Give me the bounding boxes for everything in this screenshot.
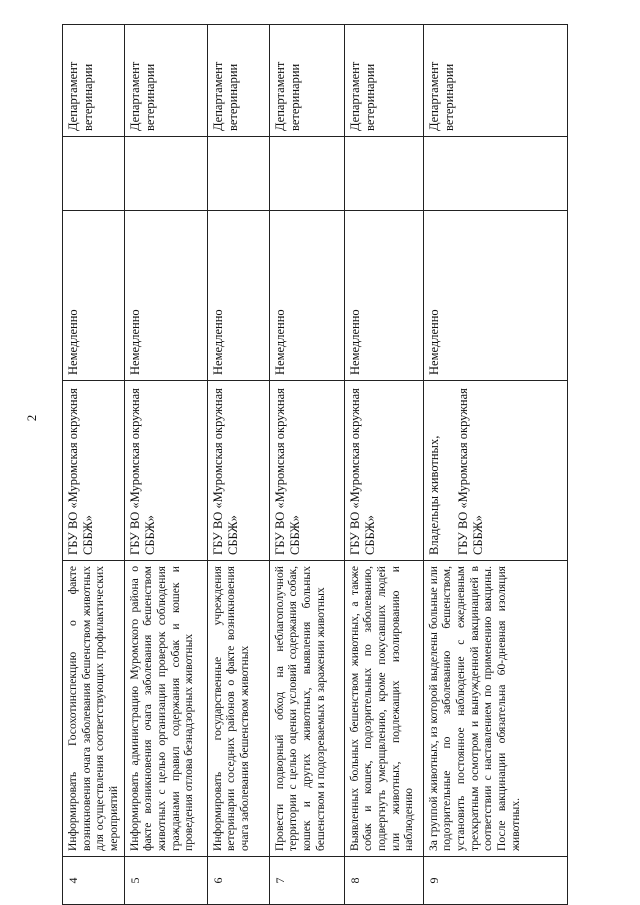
table-row [124,25,207,905]
row-number: 5 [124,857,207,905]
executor-cell: ГБУ ВО «Муромская окружная СББЖ» [269,381,344,561]
page-number: 2 [24,414,39,422]
responsible-cell: Департамент ветеринарии [124,25,207,137]
action-cell: Информировать администрацию Муромского района о факте возникновения очага заболевания бешенством животных с целью организации проверок соблюдения гражданами правил содержания собак и кошек и проведения отлова безнадзорных животных [124,561,207,857]
responsible-cell: Департамент ветеринарии [344,25,423,137]
table-row [269,25,344,905]
blank-cell [207,137,269,211]
executor-line: ГБУ ВО «Муромская окружная СББЖ» [455,388,485,555]
table-row [344,25,423,905]
executor-cell [423,381,567,561]
term-cell: Немедленно [423,211,567,381]
executor-cell: ГБУ ВО «Муромская окружная СББЖ» [124,381,207,561]
executor-cell: ГБУ ВО «Муромская окружная СББЖ» [63,381,125,561]
spacer [442,386,456,555]
executor-line: Владельцы животных, [426,435,441,555]
blank-cell [63,137,125,211]
blank-cell [269,137,344,211]
table-row [207,25,269,905]
term-cell: Немедленно [269,211,344,381]
term-cell: Немедленно [344,211,423,381]
row-number: 7 [269,857,344,905]
action-cell [423,561,567,857]
action-cell: Провести подворный обход на неблагополучной территории с целью оценки условий содержания собак, кошек и других животных, выявления больных бешенством и подозреваемых в заражении животных [269,561,344,857]
term-cell: Немедленно [63,211,125,381]
row-number: 4 [63,857,125,905]
row-number: 8 [344,857,423,905]
executor-cell: ГБУ ВО «Муромская окружная СББЖ» [207,381,269,561]
action-cell: Информировать Госохотинспекцию о факте возникновения очага заболевания бешенством животных для осуществления соответствующих профилактических мероприятий [63,561,125,857]
responsible-cell: Департамент ветеринарии [423,25,567,137]
blank-cell [344,137,423,211]
responsible-cell: Департамент ветеринарии [269,25,344,137]
action-cell: Информировать государственные учреждения ветеринарии соседних районов о факте возникновения очага заболевания бешенством животных [207,561,269,857]
responsible-cell: Департамент ветеринарии [207,25,269,137]
blank-cell [124,137,207,211]
row-number: 9 [423,857,567,905]
table-row [423,25,567,905]
row-number: 6 [207,857,269,905]
action-text: За группой животных, из которой выделены больные или подозрительные по заболеванию бешенством, установить постоянное наблюдение с ежедневным трехкратным осмотром и вынужденной вакцинацией в соответствии с наставлением по применению вакцины. [426,566,495,851]
action-cell: Выявленных больных бешенством животных, а также собак и кошек, подозрительных по заболеванию, подвергнуть умерщвлению, кроме покусавших людей или животных, подлежащих изолированию и наблюдению [344,561,423,857]
table-row [63,25,125,905]
term-cell: Немедленно [124,211,207,381]
blank-cell [423,137,567,211]
measures-table [62,24,568,905]
responsible-cell: Департамент ветеринарии [63,25,125,137]
term-cell: Немедленно [207,211,269,381]
rotated-table-container [62,25,566,905]
action-text-note: После вакцинации обязательна 60-дневная изоляция животных. [495,566,522,851]
executor-cell: ГБУ ВО «Муромская окружная СББЖ» [344,381,423,561]
